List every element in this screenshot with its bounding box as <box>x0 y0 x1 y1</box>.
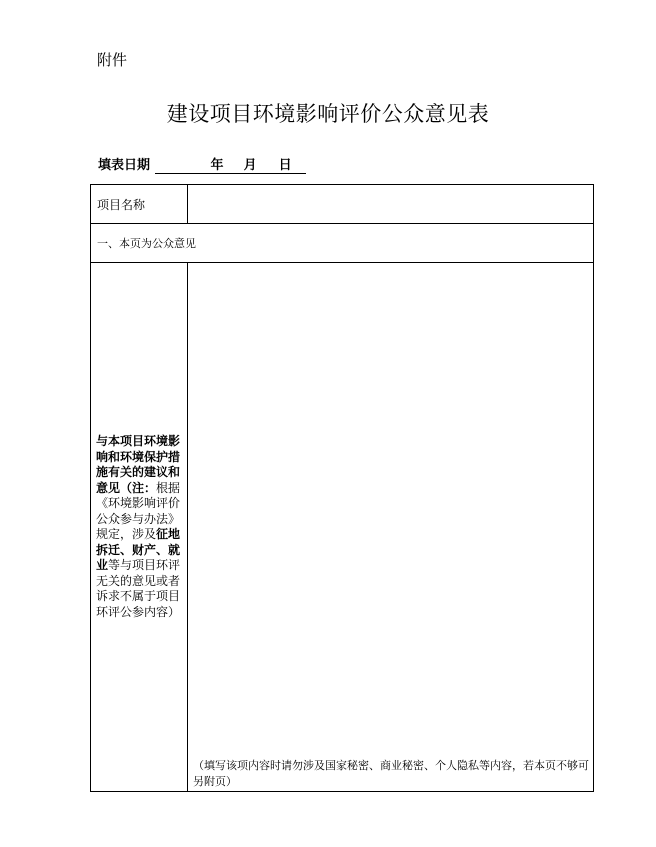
project-name-field[interactable] <box>188 185 594 224</box>
attachment-label: 附件 <box>97 51 128 69</box>
fill-date-trailing-line <box>292 157 306 174</box>
opinion-label-bold-1: 与本项目环境影响和环境保护措施有关的建议和意见（注： <box>96 434 181 495</box>
fill-date-year-label: 年 <box>210 158 224 173</box>
opinion-label <box>91 263 188 792</box>
fill-date-day-field[interactable] <box>257 157 279 174</box>
opinion-note: （填写该项内容时请勿涉及国家秘密、商业秘密、个人隐私等内容，若本页不够可另附页） <box>193 759 589 788</box>
section-one-row <box>91 224 594 263</box>
fill-date-day-label: 日 <box>278 158 292 173</box>
opinion-field[interactable] <box>188 263 594 792</box>
opinion-label-text-2: 等与项目环评无关的意见或者诉求不属于项目环评公参内容） <box>96 558 181 619</box>
page-title: 建设项目环境影响评价公众意见表 <box>166 102 490 126</box>
fill-date-label: 填表日期 <box>98 158 151 173</box>
opinion-label-bold-2: 征地拆迁、财产、就业 <box>96 527 181 572</box>
fill-date-row <box>98 157 306 175</box>
opinion-row <box>91 263 594 792</box>
opinion-form-table <box>90 184 594 792</box>
fill-date-year-field[interactable] <box>155 157 211 174</box>
opinion-label-text-1: 根据《环境影响评价公众参与办法》规定，涉及 <box>96 480 181 541</box>
fill-date-month-label: 月 <box>243 158 257 173</box>
project-name-label: 项目名称 <box>91 185 188 224</box>
fill-date-month-field[interactable] <box>224 157 244 174</box>
project-name-row <box>91 185 594 224</box>
section-one-label: 一、本页为公众意见 <box>91 224 594 263</box>
